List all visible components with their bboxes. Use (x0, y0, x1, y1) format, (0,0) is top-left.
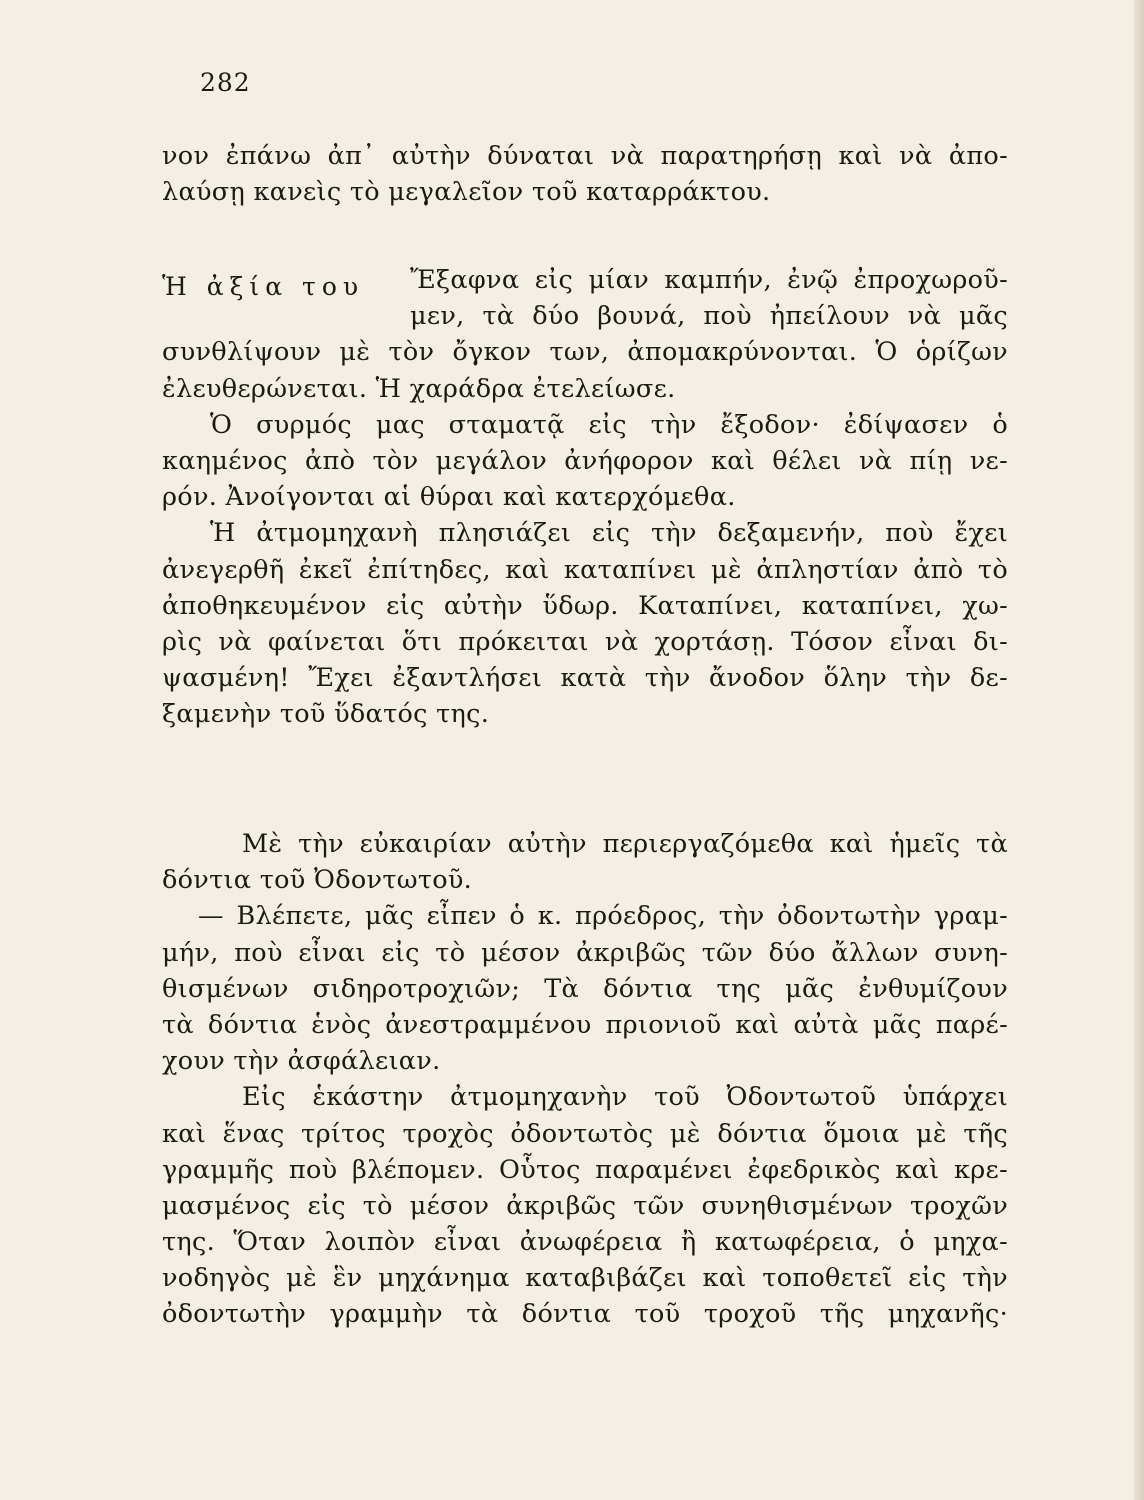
paragraph-top (162, 138, 1008, 210)
text-line: καημένος ἀπὸ τὸν μεγάλον ἀνήφορον καὶ θέλει νὰ πίῃ νε- (162, 445, 1008, 476)
text-line: ἀποθηκευμένον εἰς αὐτὴν ὕδωρ. Καταπίνει, καταπίνει, χω- (162, 590, 1008, 621)
text-line: λαύσῃ κανεὶς τὸ μεγαλεῖον τοῦ καταρράκτου. (162, 177, 771, 208)
text-line: — Βλέπετε, μᾶς εἶπεν ὁ κ. πρόεδρος, τὴν ὀδοντωτὴν γραμ- (198, 901, 1008, 932)
text-line: Ἡ ἀτμομηχανὴ πλησιάζει εἰς τὴν δεξαμενήν, ποὺ ἔχει (210, 518, 1008, 549)
text-line: τὰ δόντια ἑνὸς ἀνεστραμμένου πριονιοῦ καὶ αὐτὰ μᾶς παρέ- (162, 1009, 1008, 1040)
text-line: καὶ ἕνας τρίτος τροχὸς ὀδοντωτὸς μὲ δόντια ὅμοια μὲ τῆς (162, 1118, 1008, 1149)
text-line: της. Ὅταν λοιπὸν εἶναι ἀνωφέρεια ἢ κατωφέρεια, ὁ μηχα- (162, 1227, 1008, 1258)
text-line: χουν τὴν ἀσφάλειαν. (162, 1046, 441, 1077)
text-line: ὀδοντωτὴν γραμμὴν τὰ δόντια τοῦ τροχοῦ τῆς μηχανῆς· (162, 1299, 1008, 1330)
text-line: ξαμενὴν τοῦ ὕδατός της. (162, 699, 490, 730)
text-line: ρὶς νὰ φαίνεται ὅτι πρόκειται νὰ χορτάσῃ. Τόσον εἶναι δι- (162, 626, 1008, 657)
text-line: Μὲ τὴν εὐκαιρίαν αὐτὴν περιεργαζόμεθα καὶ ἡμεῖς τὰ (242, 829, 1008, 859)
paragraph-second (162, 826, 1008, 1333)
text-line: δόντια τοῦ Ὀδοντωτοῦ. (162, 865, 473, 896)
text-line: νοδηγὸς μὲ ἓν μηχάνημα καταβιβάζει καὶ τοποθετεῖ εἰς τὴν (162, 1263, 1008, 1294)
text-line: θισμένων σιδηροτροχιῶν; Τὰ δόντια της μᾶς ἐνθυμίζουν (162, 973, 1008, 1004)
text-line: ρόν. Ἀνοίγονται αἱ θύραι καὶ κατερχόμεθα. (162, 482, 736, 513)
text-line: ψασμένη! Ἔχει ἐξαντλήσει κατὰ τὴν ἄνοδον ὅλην τὴν δε- (162, 663, 1008, 694)
text-line: μήν, ποὺ εἶναι εἰς τὸ μέσον ἀκριβῶς τῶν δύο ἄλλων συνη- (162, 937, 1008, 968)
text-line: μεν, τὰ δύο βουνά, ποὺ ἠπείλουν νὰ μᾶς (410, 301, 1008, 332)
text-line: γραμμῆς ποὺ βλέπομεν. Οὗτος παραμένει ἐφεδρικὸς καὶ κρε- (162, 1154, 1008, 1185)
page-number: 282 (200, 68, 251, 97)
text-line: συνθλίψουν μὲ τὸν ὄγκον των, ἀπομακρύνονται. Ὁ ὁρίζων (162, 337, 1008, 368)
text-line: μασμένος εἰς τὸ μέσον ἀκριβῶς τῶν συνηθισμένων τροχῶν (162, 1190, 1008, 1221)
text-line: ἐλευθερώνεται. Ἡ χαράδρα ἐτελείωσε. (162, 373, 676, 404)
margin-note: Ἡ ἀξία του (162, 272, 365, 301)
text-line: Ὁ συρμός μας σταματᾷ εἰς τὴν ἔξοδον· ἐδίψασεν ὁ (210, 409, 1008, 440)
text-line: Εἰς ἑκάστην ἀτμομηχανὴν τοῦ Ὀδοντωτοῦ ὑπάρχει (242, 1082, 1008, 1113)
text-line: ἀνεγερθῆ ἐκεῖ ἐπίτηδες, καὶ καταπίνει μὲ ἀπληστίαν ἀπὸ τὸ (162, 554, 1008, 585)
page-edge (1134, 0, 1144, 1500)
paragraph-section (162, 262, 1008, 732)
text-line: νον ἐπάνω ἀπ᾿ αὐτὴν δύναται νὰ παρατηρήσῃ καὶ νὰ ἀπο- (162, 141, 1008, 171)
text-line: Ἔξαφνα εἰς μίαν καμπήν, ἐνῷ ἐπροχωροῦ- (410, 265, 1008, 295)
